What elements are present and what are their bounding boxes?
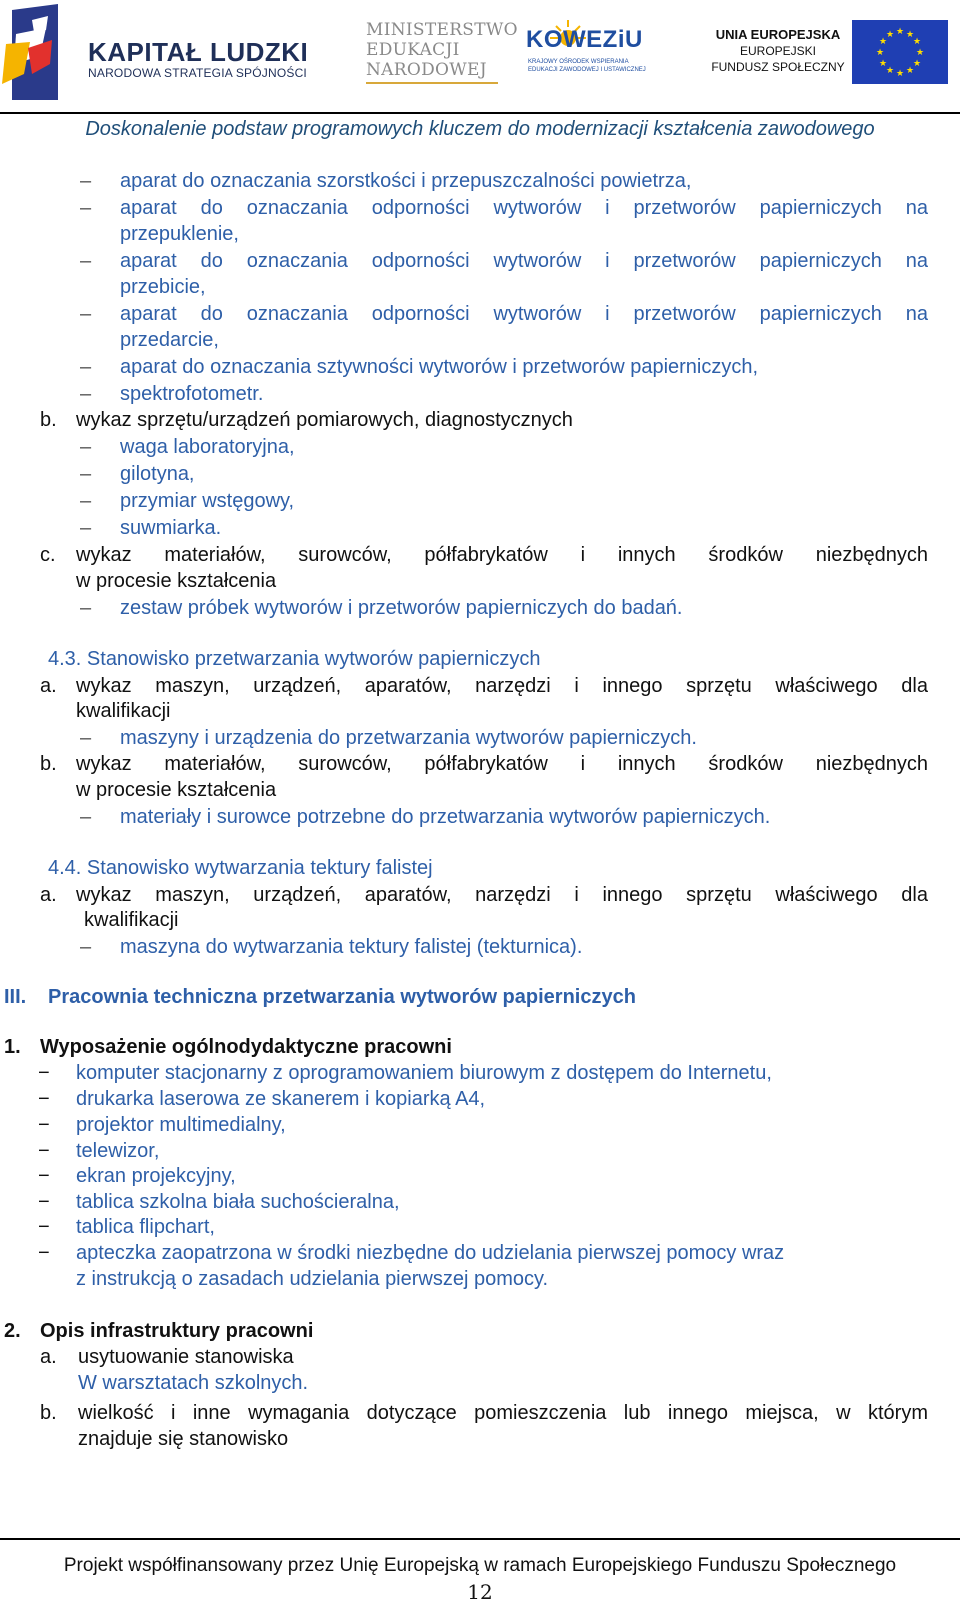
- dash-bullet: –: [80, 597, 92, 619]
- list-item: gilotyna,: [120, 463, 195, 485]
- dash-bullet: −: [38, 1242, 50, 1264]
- s32-b-label: wielkość i inne wymagania dotyczące pomieszczenia lub innego miejsca, w którym: [78, 1402, 928, 1424]
- dash-bullet: –: [80, 490, 92, 512]
- s43-a-marker: a.: [40, 675, 57, 697]
- list-item: drukarka laserowa ze skanerem i kopiarką A4,: [76, 1088, 486, 1110]
- section-c-label-continuation: w procesie kształcenia: [76, 570, 277, 592]
- svg-text:★: ★: [905, 30, 915, 40]
- dash-bullet: –: [80, 383, 92, 405]
- ue-line3: FUNDUSZ SPOŁECZNY: [711, 60, 845, 74]
- dash-bullet: −: [38, 1140, 50, 1162]
- list-item: przymiar wstęgowy,: [120, 490, 295, 512]
- list-item: tablica szkolna biała suchościeralna,: [76, 1191, 400, 1213]
- dash-bullet: −: [38, 1088, 50, 1110]
- s44-a-marker: a.: [40, 884, 57, 906]
- list-item-continuation: przebicie,: [120, 276, 206, 298]
- men-underline: [366, 82, 498, 84]
- dash-bullet: −: [38, 1216, 50, 1238]
- s44-a-label: wykaz maszyn, urządzeń, aparatów, narzędzi i innego sprzętu właściwego dla: [76, 884, 928, 906]
- men-line2: EDUKACJI: [366, 40, 460, 60]
- svg-text:★: ★: [878, 37, 888, 47]
- section-heading-4-3: 4.3. Stanowisko przetwarzania wytworów papierniczych: [48, 648, 541, 670]
- list-item: aparat do oznaczania szorstkości i przepuszczalności powietrza,: [120, 170, 692, 192]
- list-item-continuation: przedarcie,: [120, 329, 219, 351]
- list-item: aparat do oznaczania sztywności wytworów i przetworów papierniczych,: [120, 356, 759, 378]
- list-item: tablica flipchart,: [76, 1216, 215, 1238]
- kl-title: KAPITAŁ LUDZKI: [88, 37, 309, 67]
- chapter-numeral: III.: [4, 986, 27, 1008]
- s43-b-label-continuation: w procesie kształcenia: [76, 779, 277, 801]
- list-item: apteczka zaopatrzona w środki niezbędne do udzielania pierwszej pomocy wraz: [76, 1242, 785, 1264]
- list-item-continuation: przepuklenie,: [120, 223, 239, 245]
- ue-line2: EUROPEJSKI: [739, 44, 817, 58]
- list-item: ekran projekcyjny,: [76, 1165, 236, 1187]
- svg-text:★: ★: [915, 48, 925, 58]
- dash-bullet: –: [80, 303, 92, 325]
- s32-a-marker: a.: [40, 1346, 57, 1368]
- s43-a-label: wykaz maszyn, urządzeń, aparatów, narzędzi i innego sprzętu właściwego dla: [76, 675, 928, 697]
- dash-bullet: −: [38, 1114, 50, 1136]
- dash-bullet: –: [80, 197, 92, 219]
- subsection-title: Wyposażenie ogólnodydaktyczne pracowni: [40, 1036, 452, 1058]
- footer-text: Projekt współfinansowany przez Unię Europejską w ramach Europejskiego Funduszu Społecznego: [63, 1555, 897, 1576]
- chapter-title: Pracownia techniczna przetwarzania wytworów papierniczych: [48, 986, 636, 1008]
- koweziu-title: KOWEZiU: [526, 26, 643, 53]
- dash-bullet: –: [80, 463, 92, 485]
- men-line3: NARODOWEJ: [366, 60, 487, 80]
- s43-b-marker: b.: [40, 753, 57, 775]
- svg-text:★: ★: [905, 66, 915, 76]
- s43-a-label-continuation: kwalifikacji: [76, 700, 171, 722]
- svg-text:★: ★: [885, 66, 895, 76]
- svg-text:★: ★: [895, 27, 905, 37]
- svg-text:★: ★: [878, 59, 888, 69]
- section-c-marker: c.: [40, 544, 56, 566]
- dash-bullet: −: [38, 1165, 50, 1187]
- list-item: waga laboratoryjna,: [120, 436, 295, 458]
- section-b-label: wykaz sprzętu/urządzeń pomiarowych, diagnostycznych: [76, 409, 573, 431]
- subsection-title: Opis infrastruktury pracowni: [40, 1320, 314, 1342]
- ue-line1: UNIA EUROPEJSKA: [715, 27, 841, 42]
- s44-a-label-continuation: kwalifikacji: [84, 909, 179, 931]
- dash-bullet: –: [80, 806, 92, 828]
- dash-bullet: −: [38, 1191, 50, 1213]
- section-b-marker: b.: [40, 409, 57, 431]
- document-header-title: Doskonalenie podstaw programowych kluczem do modernizacji kształcenia zawodowego: [85, 118, 875, 140]
- dash-bullet: –: [80, 170, 92, 192]
- svg-text:★: ★: [875, 48, 885, 58]
- s43-b-label: wykaz materiałów, surowców, półfabrykatów i innych środków niezbędnych: [76, 753, 928, 775]
- header-logos: [0, 0, 960, 112]
- kl-subtitle: NARODOWA STRATEGIA SPÓJNOŚCI: [88, 66, 307, 80]
- list-item: materiały i surowce potrzebne do przetwarzania wytworów papierniczych.: [120, 806, 771, 828]
- s32-a-value: W warsztatach szkolnych.: [78, 1372, 309, 1394]
- list-item: aparat do oznaczania odporności wytworów i przetworów papierniczych na: [120, 197, 928, 219]
- subsection-number: 2.: [4, 1320, 21, 1342]
- list-item-continuation: z instrukcją o zasadach udzielania pierwszej pomocy.: [76, 1268, 549, 1290]
- list-item: aparat do oznaczania odporności wytworów i przetworów papierniczych na: [120, 303, 928, 325]
- list-item: spektrofotometr.: [120, 383, 264, 405]
- svg-text:★: ★: [912, 59, 922, 69]
- list-item: maszyny i urządzenia do przetwarzania wytworów papierniczych.: [120, 727, 697, 749]
- list-item: komputer stacjonarny z oprogramowaniem biurowym z dostępem do Internetu,: [76, 1062, 772, 1084]
- svg-text:★: ★: [895, 69, 905, 79]
- eu-flag-icon: [852, 20, 948, 84]
- ministerstwo-logo: [366, 20, 518, 80]
- list-item: zestaw próbek wytworów i przetworów papierniczych do badań.: [120, 597, 683, 619]
- svg-text:★: ★: [885, 30, 895, 40]
- page-number: 12: [467, 1580, 493, 1604]
- kapital-ludzki-text: [88, 38, 308, 80]
- list-item: aparat do oznaczania odporności wytworów i przetworów papierniczych na: [120, 250, 928, 272]
- list-item: telewizor,: [76, 1140, 160, 1162]
- list-item: maszyna do wytwarzania tektury falistej (tekturnica).: [120, 936, 583, 958]
- list-item: projektor multimedialny,: [76, 1114, 286, 1136]
- dash-bullet: −: [38, 1062, 50, 1084]
- dash-bullet: –: [80, 936, 92, 958]
- footer-divider: [0, 1538, 960, 1540]
- dash-bullet: –: [80, 356, 92, 378]
- s32-b-label-continuation: znajduje się stanowisko: [78, 1428, 289, 1450]
- subsection-number: 1.: [4, 1036, 21, 1058]
- men-line1: MINISTERSTWO: [366, 20, 518, 40]
- koweziu-logo: [526, 18, 658, 88]
- dash-bullet: –: [80, 436, 92, 458]
- s32-a-label: usytuowanie stanowiska: [78, 1346, 294, 1368]
- section-heading-4-4: 4.4. Stanowisko wytwarzania tektury falistej: [48, 857, 433, 879]
- koweziu-subtitle: KRAJOWY OŚRODEK WSPIERANIA EDUKACJI ZAWODOWEJ I USTAWICZNEJ: [528, 59, 646, 73]
- list-item: suwmiarka.: [120, 517, 222, 539]
- section-c-label: wykaz materiałów, surowców, półfabrykatów i innych środków niezbędnych: [76, 544, 928, 566]
- header-divider: [0, 112, 960, 114]
- dash-bullet: –: [80, 250, 92, 272]
- ue-text: [706, 26, 850, 75]
- kapital-ludzki-logo: [2, 4, 86, 104]
- svg-text:★: ★: [912, 37, 922, 47]
- dash-bullet: –: [80, 727, 92, 749]
- dash-bullet: –: [80, 517, 92, 539]
- s32-b-marker: b.: [40, 1402, 57, 1424]
